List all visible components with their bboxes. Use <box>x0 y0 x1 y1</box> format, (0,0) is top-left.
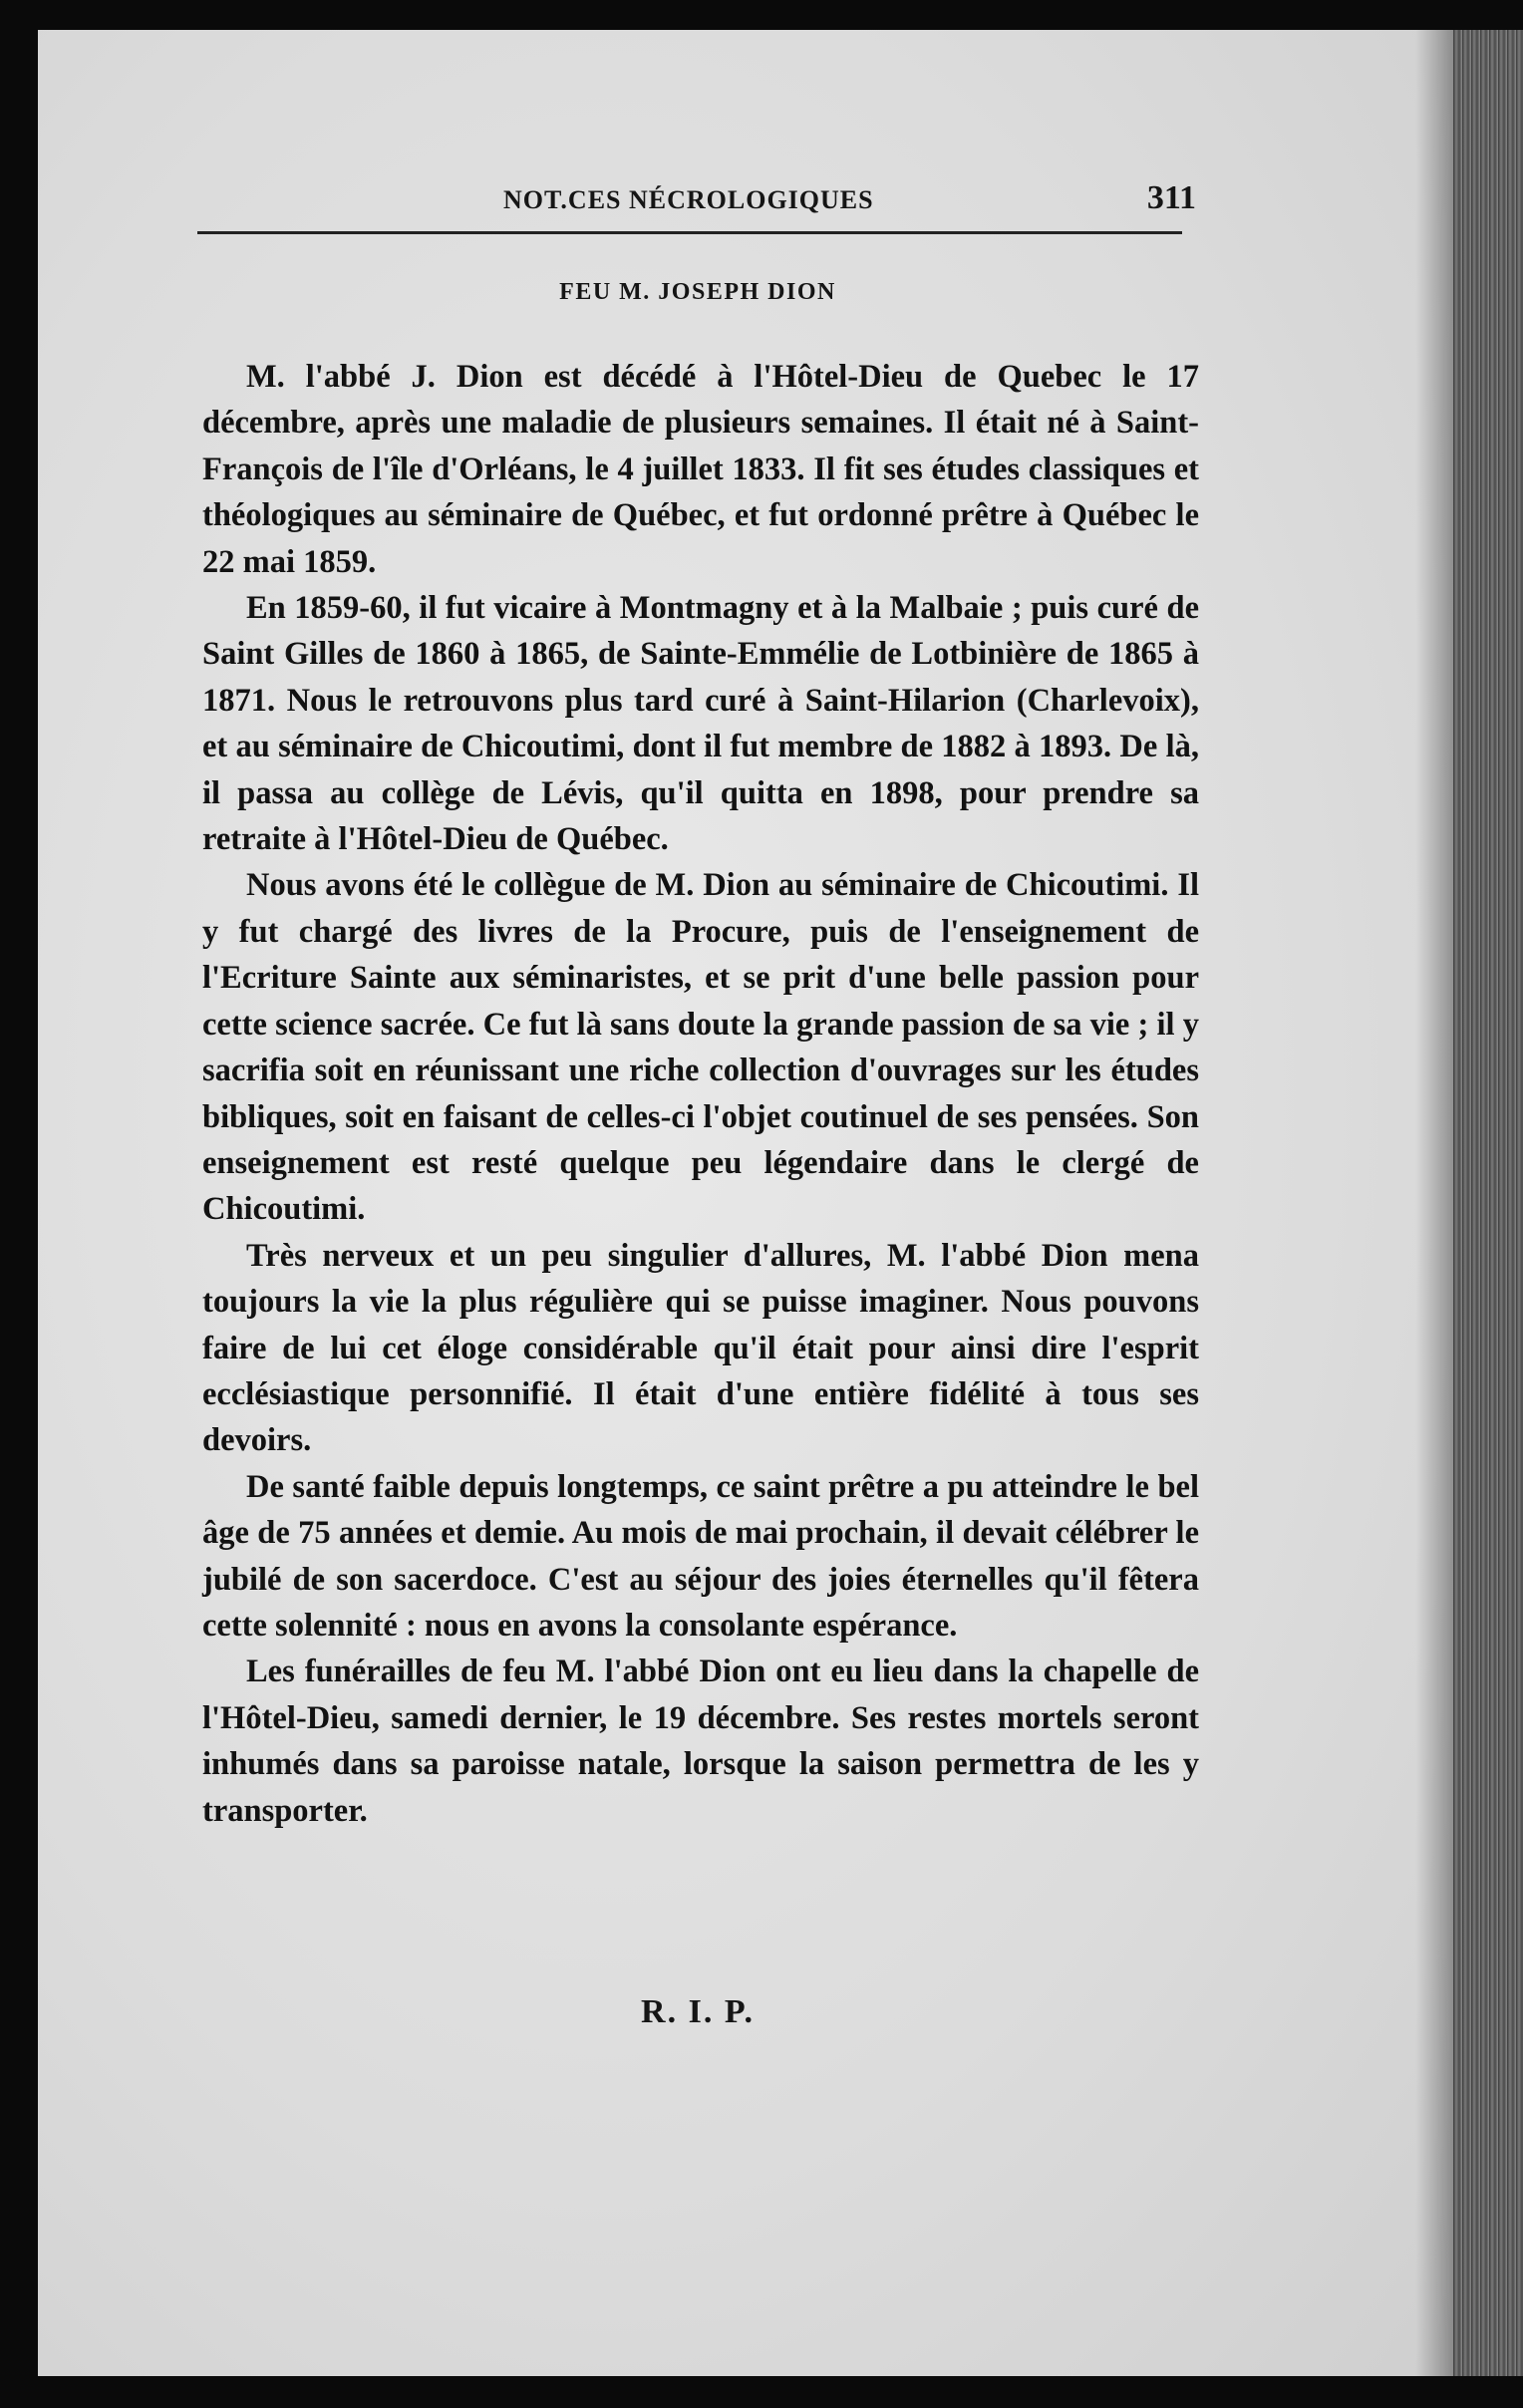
article-title: FEU M. JOSEPH DION <box>559 279 836 305</box>
running-head: NOT.CES NÉCROLOGIQUES <box>503 185 874 214</box>
paragraph: M. l'abbé J. Dion est décédé à l'Hôtel-Dieu de Quebec le 17 décembre, après une maladie de plusieurs semaines. Il était né à Saint-François de l'île d'Orléans, le 4 juillet 1833. Il fit ses études classiques et théologiques au séminaire de Québec, et fut ordonné prêtre à Québec le 22 mai 1859. <box>202 359 1199 580</box>
page-header <box>199 179 1196 229</box>
article-body <box>202 354 1199 1834</box>
paragraph: Nous avons été le collègue de M. Dion au séminaire de Chicoutimi. Il y fut chargé des livres de la Procure, puis de l'enseignement de l'Ecriture Sainte aux séminaristes, et se prit d'une belle passion pour cette science sacrée. Ce fut là sans doute la grande passion de sa vie ; il y sacrifia soit en réunissant une riche collection d'ouvrages sur les études bibliques, soit en faisant de celles-ci l'objet coutinuel de ses pensées. Son enseignement est resté quelque peu légendaire dans le clergé de Chicoutimi. <box>202 867 1199 1228</box>
page-gutter-shadow <box>1415 30 1455 2376</box>
paragraph: Très nerveux et un peu singulier d'allures, M. l'abbé Dion mena toujours la vie la plus régulière qui se puisse imaginer. Nous pouvons faire de lui cet éloge considérable qu'il était pour ainsi dire l'esprit ecclésiastique personnifié. Il était d'une entière fidélité à tous ses devoirs. <box>202 1237 1199 1459</box>
paragraph: Les funérailles de feu M. l'abbé Dion ont eu lieu dans la chapelle de l'Hôtel-Dieu, samedi dernier, le 19 décembre. Ses restes mortels seront inhumés dans sa paroisse natale, lorsque la saison permettra de les y transporter. <box>202 1654 1199 1829</box>
paragraph: En 1859-60, il fut vicaire à Montmagny et à la Malbaie ; puis curé de Saint Gilles de 1860 à 1865, de Sainte-Emmélie de Lotbinière de 1865 à 1871. Nous le retrouvons plus tard curé à Saint-Hilarion (Charlevoix), et au séminaire de Chicoutimi, dont il fut membre de 1882 à 1893. De là, il passa au collège de Lévis, qu'il quitta en 1898, pour prendre sa retraite à l'Hôtel-Dieu de Québec. <box>202 590 1199 858</box>
page-number: 311 <box>1146 179 1196 216</box>
book-page-edges <box>1453 30 1523 2376</box>
header-rule <box>197 231 1182 234</box>
paragraph: De santé faible depuis longtemps, ce saint prêtre a pu atteindre le bel âge de 75 années et demie. Au mois de mai prochain, il devait célébrer le jubilé de son sacerdoce. C'est au séjour des joies éternelles qu'il fêtera cette solennité : nous en avons la consolante espérance. <box>202 1468 1199 1644</box>
closing-rip: R. I. P. <box>641 1993 755 2030</box>
